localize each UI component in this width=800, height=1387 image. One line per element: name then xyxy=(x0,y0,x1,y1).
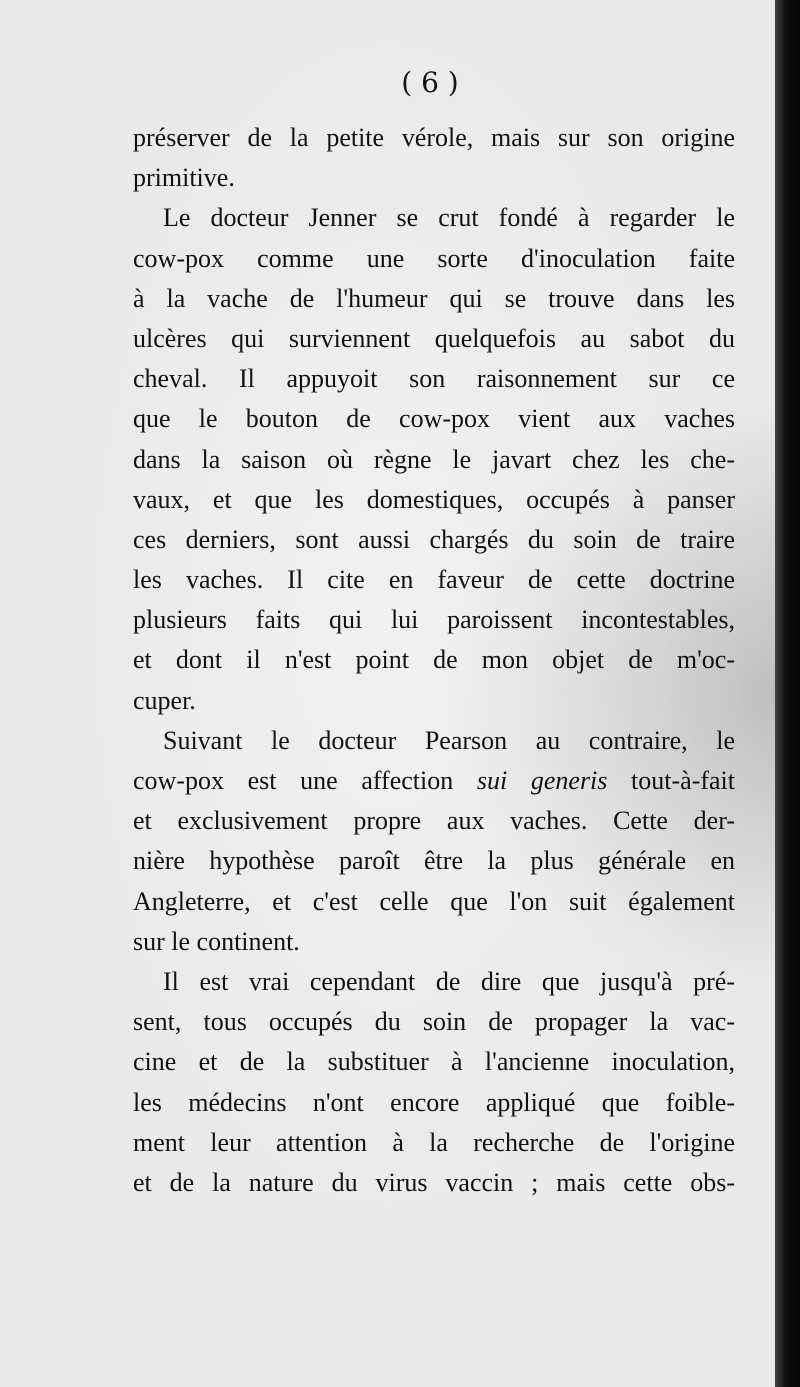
text-line: préserver de la petite vérole, mais sur son origine xyxy=(133,123,735,152)
text-line: cine et de la substituer à l'ancienne inoculation, xyxy=(133,1047,735,1077)
text-line: nière hypothèse paroît être la plus générale en xyxy=(133,846,735,876)
text-line: Le docteur Jenner se crut fondé à regarder le xyxy=(163,203,735,233)
text-line: cow-pox comme une sorte d'inoculation faite xyxy=(133,243,735,273)
text-line: les médecins n'ont encore appliqué que foible- xyxy=(133,1087,735,1117)
text-line: ces derniers, sont aussi chargés du soin de traire xyxy=(133,524,735,554)
text-line: ment leur attention à la recherche de l'origine xyxy=(133,1127,735,1157)
text-line: que le bouton de cow-pox vient aux vaches xyxy=(133,404,735,434)
text-line: et de la nature du virus vaccin ; mais cette obs- xyxy=(133,1167,735,1197)
page-edge-shadow xyxy=(775,0,800,1387)
text-line xyxy=(133,761,735,801)
text-line: cheval. Il appuyoit son raisonnement sur ce xyxy=(133,364,735,394)
text-line: cuper. xyxy=(133,685,196,715)
text-line: Suivant le docteur Pearson au contraire, le xyxy=(163,725,735,755)
text-line: dans la saison où règne le javart chez les che- xyxy=(133,444,735,474)
page-number: ( 6 ) xyxy=(401,66,459,99)
text-segment: tout-à-fait xyxy=(607,766,735,795)
text-line: primitive. xyxy=(133,163,235,193)
text-line: Angleterre, et c'est celle que l'on suit également xyxy=(133,886,735,916)
text-line: les vaches. Il cite en faveur de cette doctrine xyxy=(133,565,735,595)
italic-latin-phrase: sui generis xyxy=(476,766,608,795)
text-line: et dont il n'est point de mon objet de m'oc- xyxy=(133,645,735,675)
text-line: sent, tous occupés du soin de propager la vac- xyxy=(133,1007,735,1037)
text-line: à la vache de l'humeur qui se trouve dans les xyxy=(133,283,735,313)
text-line: ulcères qui surviennent quelquefois au sabot du xyxy=(133,323,735,353)
text-line: sur le continent. xyxy=(133,926,300,956)
body-text xyxy=(133,118,735,1203)
text-line: Il est vrai cependant de dire que jusqu'à pré- xyxy=(163,966,735,996)
text-segment: cow-pox est une affection xyxy=(133,766,477,795)
text-line: et exclusivement propre aux vaches. Cette der- xyxy=(133,806,735,836)
text-line: plusieurs faits qui lui paroissent incontestables, xyxy=(133,605,735,635)
text-line: vaux, et que les domestiques, occupés à panser xyxy=(133,484,735,514)
